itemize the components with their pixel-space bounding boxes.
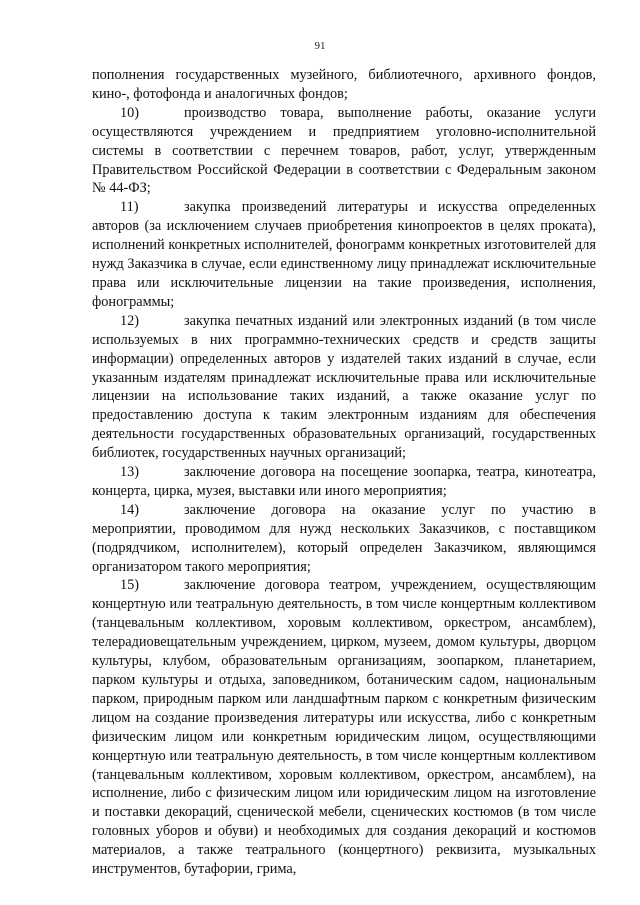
list-item-number: 13) — [120, 464, 140, 481]
paragraph-continuation — [92, 66, 596, 104]
list-item-text: закупка произведений литературы и искусства определенных авторов (за исключением случаев приобретения кинопроектов в целях проката), исполнений конкретных исполнителей, фонограмм конкретных изготовителей для нужд Заказчика в случае, если единственному лицу принадлежат исключительные права или исключительные лицензии на такие произведения, исполнения, фонограммы; — [92, 199, 596, 310]
list-item-number: 12) — [120, 312, 140, 329]
list-item-number: 11) — [120, 199, 139, 216]
document-body — [92, 66, 596, 879]
list-item-14 — [92, 501, 596, 577]
list-item-number: 15) — [120, 577, 140, 594]
list-item-10 — [92, 104, 596, 199]
list-item-text: закупка печатных изданий или электронных изданий (в том числе используемых в них программно-технических средств и средств защиты информации) определенных авторов у издателей таких изданий в случае, если указанным издателям принадлежат исключительные права или исключительные лицензии на использование таких изданий, а также оказание услуг по предоставлению доступа к таким электронным изданиям для обеспечения деятельности государственных образовательных организаций, государственных библиотек, государственных научных организаций; — [92, 312, 596, 462]
list-item-text: заключение договора на посещение зоопарка, театра, кинотеатра, концерта, цирка, музея, выставки или иного мероприятия; — [92, 464, 596, 499]
list-item-number: 10) — [120, 104, 140, 121]
list-item-11 — [92, 198, 596, 311]
list-item-text: заключение договора театром, учреждением, осуществляющим концертную или театральную деятельность, в том числе концертным коллективом (танцевальным коллективом, хоровым коллективом, оркестром, ансамблем), телерадиовещательным учреждением, цирком, музеем, домом культуры, дворцом культуры, клубом, образовательным организациям, зоопарком, планетарием, парком культуры и отдыха, заповедником, ботаническим садом, национальным парком, природным парком или ландшафтным парком с конкретным физическим лицом на создание произведения литературы или искусства, либо с конкретным физическим лицом или конкретным юридическим лицом, осуществляющими концертную или театральную деятельность, в том числе концертным коллективом (танцевальным коллективом, хоровым коллективом, оркестром, ансамблем), на исполнение, либо с физическим лицом или юридическим лицом на изготовление и поставки декораций, сценической мебели, сценических костюмов (в том числе головных уборов и обуви) и необходимых для создания декораций и костюмов материалов, а также театрального (концертного) реквизита, музыкальных инструментов, бутафории, грима, — [92, 577, 596, 878]
list-item-number: 14) — [120, 501, 140, 518]
paragraph-text: пополнения государственных музейного, библиотечного, архивного фондов, кино-, фотофонда и аналогичных фондов; — [92, 67, 596, 102]
list-item-text: производство товара, выполнение работы, оказание услуги осуществляются учреждением и предприятием уголовно-исполнительной системы в соответствии с перечнем товаров, работ, услуг, утвержденным Правительством Российской Федерации в соответствии с Федеральным законом № 44-ФЗ; — [92, 104, 596, 197]
list-item-13 — [92, 463, 596, 501]
list-item-15 — [92, 576, 596, 879]
page-number: 91 — [314, 40, 326, 52]
list-item-12 — [92, 312, 596, 463]
list-item-text: заключение договора на оказание услуг по участию в мероприятии, проводимом для нужд нескольких Заказчиков, с поставщиком (подрядчиком, исполнителем), который определен Заказчиком, являющимся организатором такого мероприятия; — [92, 501, 596, 575]
